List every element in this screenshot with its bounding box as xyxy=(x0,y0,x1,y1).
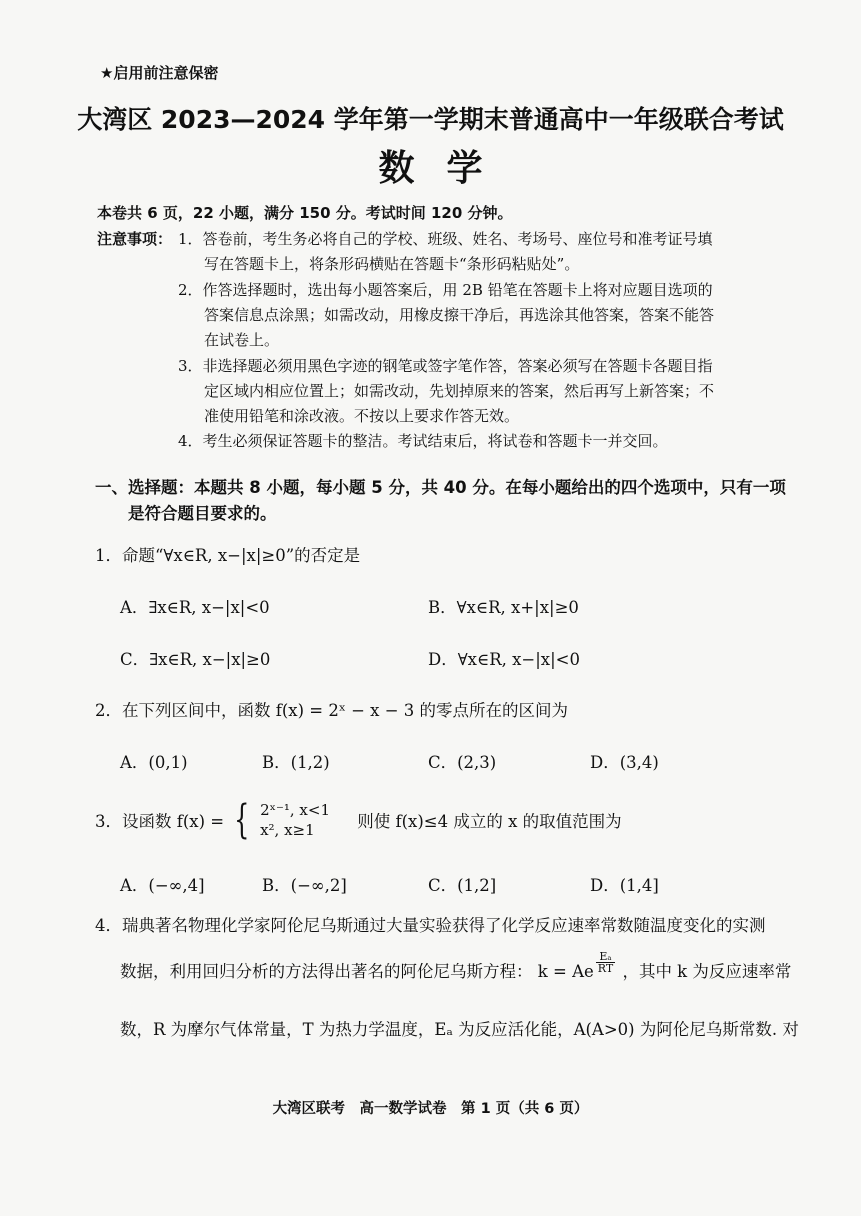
notice-line: 定区域内相应位置上；如需改动，先划掉原来的答案，然后再写上新答案；不 xyxy=(204,382,715,400)
equation-base: k = Ae xyxy=(537,962,594,981)
question-3-prefix: 3．设函数 f(x) = xyxy=(95,812,225,831)
notice-line: 2．作答选择题时，选出每小题答案后，用 2B 铅笔在答题卡上将对应题目选项的 xyxy=(178,281,713,299)
question-3-stem xyxy=(95,797,622,843)
question-4-text-cont: ，其中 k 为反应速率常 xyxy=(622,962,792,981)
question-3-option-a: A．(−∞,4] xyxy=(120,876,205,895)
section-heading-cont: 是符合题目要求的。 xyxy=(128,504,277,523)
question-4-text: 数据，利用回归分析的方法得出著名的阿伦尼乌斯方程： xyxy=(120,962,533,981)
question-1-option-a: A．∃x∈R, x−|x|<0 xyxy=(120,598,270,617)
left-brace-icon: { xyxy=(234,797,250,843)
question-1-option-c: C．∃x∈R, x−|x|≥0 xyxy=(120,650,271,669)
question-2-option-a: A．(0,1) xyxy=(120,753,188,772)
question-2-option-d: D．(3,4) xyxy=(590,753,659,772)
case-2: x², x≥1 xyxy=(260,821,315,839)
notice-line: 3．非选择题必须用黑色字迹的钢笔或签字笔作答，答案必须写在答题卡各题目指 xyxy=(178,357,713,375)
exam-title: 大湾区 2023—2024 学年第一学期末普通高中一年级联合考试 xyxy=(77,105,784,134)
notice-line: 4．考生必须保证答题卡的整洁。考试结束后，将试卷和答题卡一并交回。 xyxy=(178,432,668,450)
exponent-numerator: Eₐ xyxy=(596,951,615,963)
exam-intro: 本卷共 6 页，22 小题，满分 150 分。考试时间 120 分钟。 xyxy=(97,204,513,222)
confidential-mark: ★启用前注意保密 xyxy=(100,64,219,82)
question-1-option-d: D．∀x∈R, x−|x|<0 xyxy=(428,650,580,669)
question-4-line-1: 4．瑞典著名物理化学家阿伦尼乌斯通过大量实验获得了化学反应速率常数随温度变化的实测 xyxy=(95,916,766,935)
question-4-line-2 xyxy=(120,950,792,984)
page-footer: 大湾区联考 高一数学试卷 第 1 页（共 6 页） xyxy=(272,1101,589,1117)
case-1: 2ˣ⁻¹, x<1 xyxy=(260,801,331,819)
question-2-stem: 2．在下列区间中，函数 f(x) = 2ˣ − x − 3 的零点所在的区间为 xyxy=(95,701,569,720)
question-1-stem: 1．命题“∀x∈R, x−|x|≥0”的否定是 xyxy=(95,546,361,565)
question-4-line-3: 数，R 为摩尔气体常量，T 为热力学温度，Eₐ 为反应活化能，A(A>0) 为阿伦尼乌斯常数. 对 xyxy=(120,1020,799,1039)
notice-line: 答案信息点涂黑；如需改动，用橡皮擦干净后，再选涂其他答案，答案不能答 xyxy=(204,306,715,324)
notice-line: 准使用铅笔和涂改液。不按以上要求作答无效。 xyxy=(204,407,520,425)
question-2-option-c: C．(2,3) xyxy=(428,753,497,772)
question-3-option-c: C．(1,2] xyxy=(428,876,497,895)
exponent-fraction xyxy=(596,951,615,974)
piecewise-cases xyxy=(260,800,330,840)
arrhenius-equation xyxy=(537,950,623,981)
section-heading: 一、选择题：本题共 8 小题，每小题 5 分，共 40 分。在每小题给出的四个选项中，只有一项 xyxy=(95,478,786,497)
subject-title: 数学 xyxy=(378,148,515,189)
exponent-denominator: RT xyxy=(597,962,614,975)
notice-line: 1．答卷前，考生务必将自己的学校、班级、姓名、考场号、座位号和准考证号填 xyxy=(178,230,713,248)
question-2-option-b: B．(1,2) xyxy=(262,753,330,772)
notice-line: 写在答题卡上，将条形码横贴在答题卡“条形码粘贴处”。 xyxy=(204,255,580,273)
question-1-option-b: B．∀x∈R, x+|x|≥0 xyxy=(428,598,579,617)
notice-label: 注意事项： xyxy=(97,230,173,248)
notice-line: 在试卷上。 xyxy=(204,331,280,349)
question-3-option-b: B．(−∞,2] xyxy=(262,876,347,895)
question-3-option-d: D．(1,4] xyxy=(590,876,659,895)
question-3-suffix: 则使 f(x)≤4 成立的 x 的取值范围为 xyxy=(357,812,622,831)
